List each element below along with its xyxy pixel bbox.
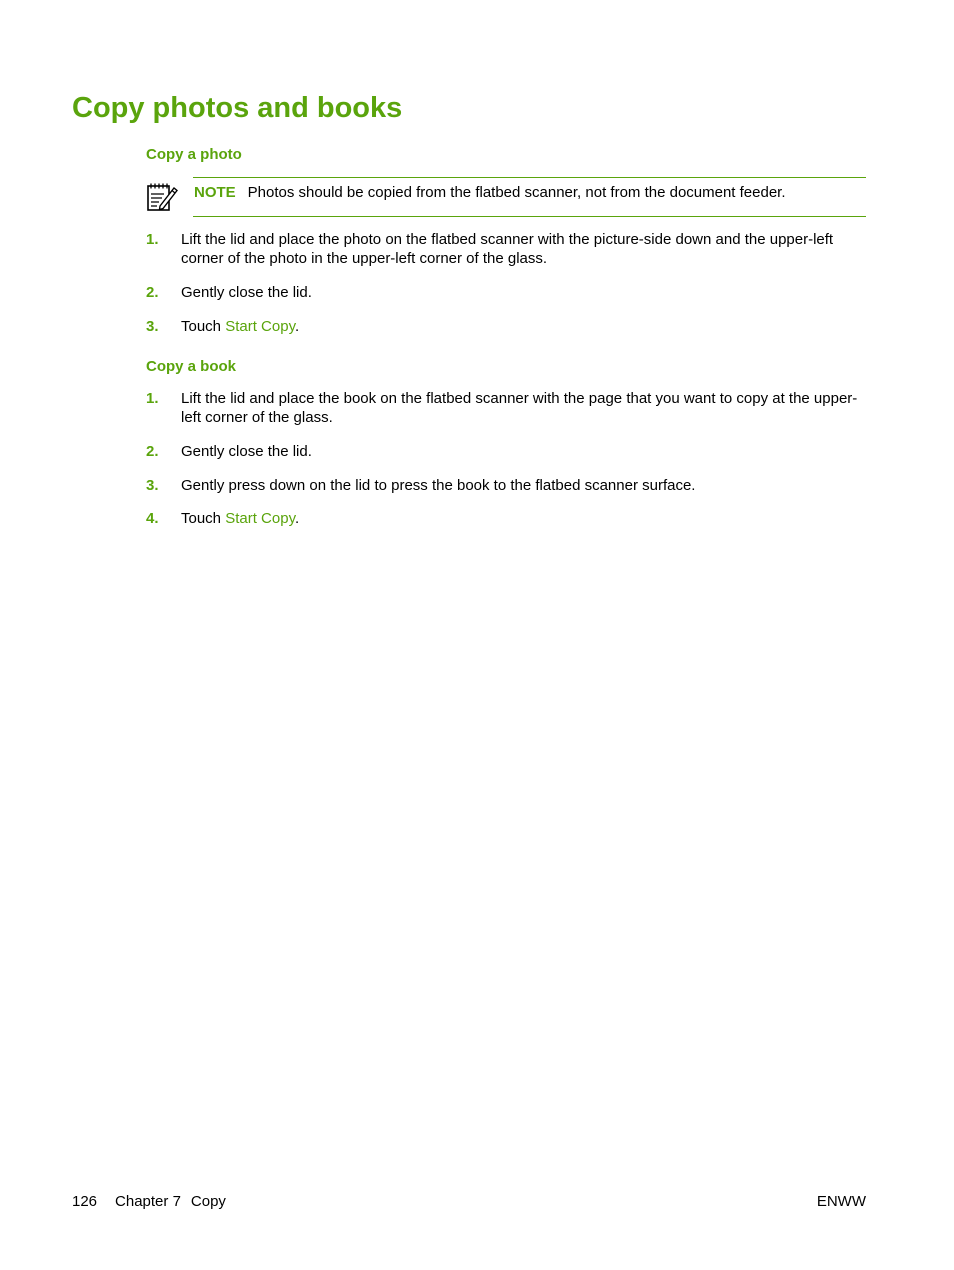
start-copy-link[interactable]: Start Copy [225, 318, 295, 335]
step-number: 2. [146, 443, 159, 460]
footer-section: Copy [190, 1193, 226, 1210]
start-copy-link[interactable]: Start Copy [225, 510, 295, 527]
step-suffix: . [294, 510, 300, 527]
note-label: NOTE [194, 184, 236, 201]
note-text [194, 183, 786, 203]
step-text: Lift the lid and place the photo on the flatbed scanner with the picture-side down and the upper-left corner of the photo in the upper-left corner of the glass. [181, 231, 834, 267]
footer-chapter: Chapter 7 [115, 1193, 181, 1210]
note-box [146, 176, 866, 218]
photo-step-1 [146, 230, 866, 268]
step-number: 2. [146, 284, 159, 301]
step-prefix: Touch [181, 510, 226, 527]
section-heading-copy-a-book: Copy a book [146, 358, 237, 375]
book-step-2 [146, 442, 866, 461]
step-suffix: . [294, 318, 300, 335]
step-number: 3. [146, 318, 159, 335]
page-title: Copy photos and books [72, 92, 403, 124]
step-text: Lift the lid and place the book on the flatbed scanner with the page that you want to copy at the upper-left corner of the glass. [181, 390, 858, 426]
note-icon [146, 180, 178, 212]
note-body: Photos should be copied from the flatbed scanner, not from the document feeder. [247, 184, 786, 201]
photo-step-3 [146, 317, 866, 336]
step-number: 1. [146, 231, 159, 248]
step-text: Gently close the lid. [181, 443, 312, 460]
footer-left [72, 1192, 226, 1212]
step-text: Gently press down on the lid to press the book to the flatbed scanner surface. [181, 477, 696, 494]
page-number: 126 [72, 1193, 98, 1210]
note-bottom-rule [193, 216, 866, 217]
book-step-3 [146, 476, 866, 495]
step-text: Gently close the lid. [181, 284, 312, 301]
book-step-4 [146, 509, 866, 528]
section-heading-copy-a-photo: Copy a photo [146, 146, 242, 163]
photo-step-2 [146, 283, 866, 302]
step-number: 1. [146, 390, 159, 407]
step-text [181, 509, 866, 528]
step-number: 4. [146, 510, 159, 527]
step-text [181, 317, 866, 336]
step-prefix: Touch [181, 318, 226, 335]
step-number: 3. [146, 477, 159, 494]
footer-right: ENWW [816, 1193, 866, 1210]
note-top-rule [193, 177, 866, 178]
book-step-1 [146, 389, 866, 427]
